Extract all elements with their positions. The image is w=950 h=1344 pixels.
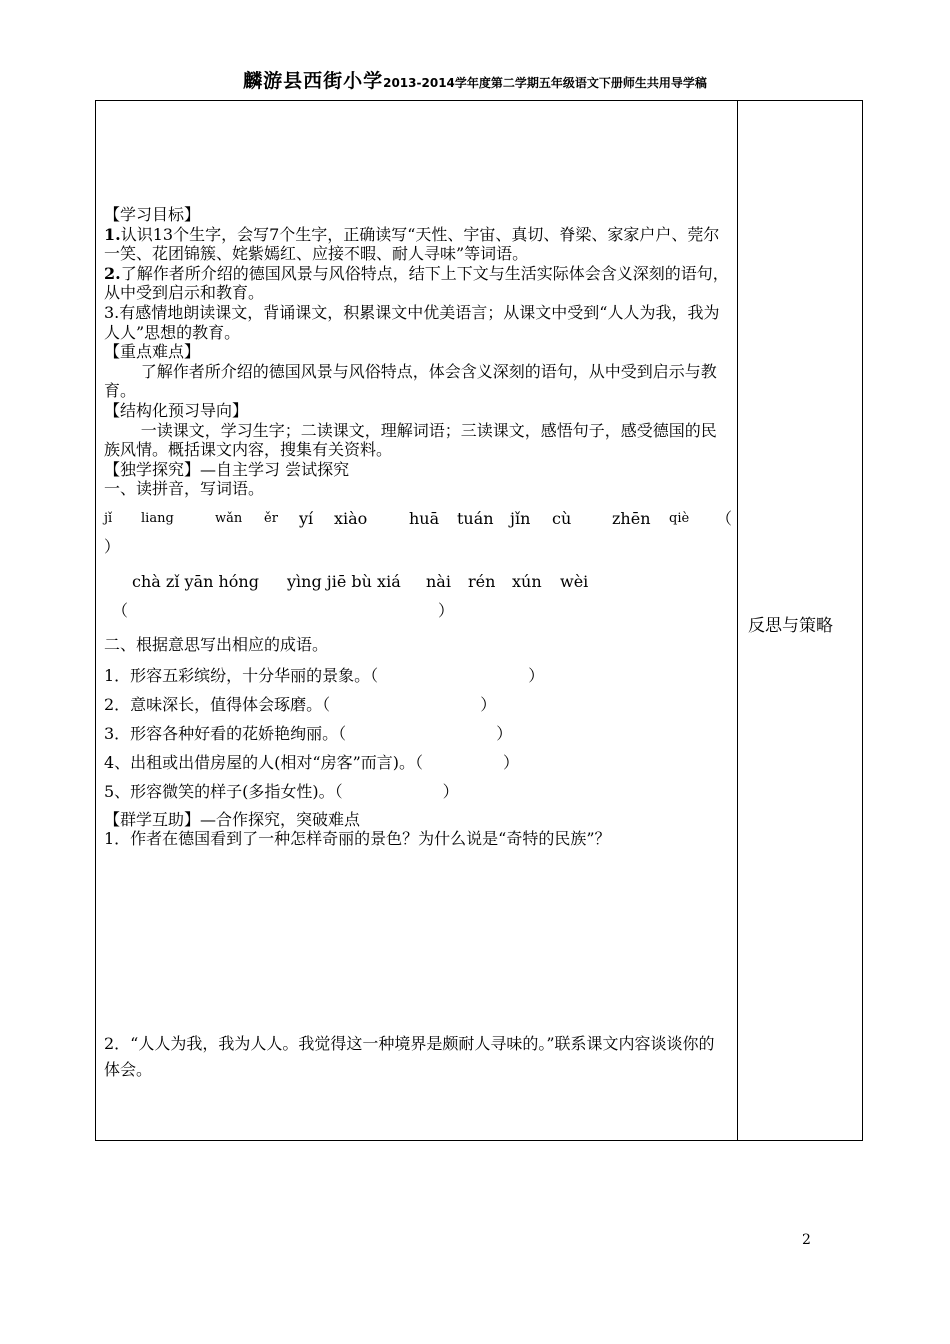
pinyin-syllable: wǎn (215, 510, 243, 526)
key-points-heading: 【重点难点】 (104, 342, 201, 362)
pinyin-word: nài (426, 571, 451, 591)
objective-1-text: 认识13个生字，会写7个生字，正确读写“天性、宇宙、真切、脊梁、家家户户、莞尔一笑、花团锦簇、姹紫嫣红、应接不暇、耐人寻味”等词语。 (104, 224, 720, 264)
answer-close-paren: ） (104, 536, 121, 556)
preview-text: 一读课文，学习生字；二读课文，理解词语；三读课文，感悟句子，感受德国的民族风情。概括课文内容，搜集有关资料。 (104, 420, 717, 460)
pinyin-syllable: cù (552, 508, 572, 528)
objective-2 (104, 264, 730, 303)
discussion-question-2: 2．“人人为我，我为人人。我觉得这一种境界是颇耐人寻味的。”联系课文内容谈谈你的体会。 (104, 1033, 715, 1079)
idiom-question: 4、出租或出借房屋的人(相对“房客”而言)。（ ） (104, 752, 520, 772)
pinyin-row-2 (104, 569, 730, 631)
objective-1-number: 1. (104, 224, 121, 244)
page-header (0, 66, 950, 93)
idiom-question: 1．形容五彩缤纷，十分华丽的景象。（ ） (104, 665, 545, 685)
objective-1 (104, 225, 730, 264)
pinyin-syllable: huā (409, 508, 440, 528)
key-points-text: 了解作者所介绍的德国风景与风俗特点，体会含义深刻的语句，从中受到启示与教育。 (104, 361, 717, 401)
column-divider (737, 101, 738, 1140)
objective-3: 3.有感情地朗读课文，背诵课文，积累课文中优美语言；从课文中受到“人人为我，我为人人”思想的教育。 (104, 302, 720, 342)
header-subtitle: 2013-2014学年度第二学期五年级语文下册师生共用导学稿 (383, 76, 707, 90)
pinyin-syllable: yí (299, 508, 314, 528)
reflection-label: 反思与策略 (748, 616, 833, 636)
pinyin-syllable: zhēn (612, 508, 651, 528)
pinyin-syllable: ěr (264, 510, 278, 526)
answer-open-paren: （ (716, 508, 733, 528)
lesson-content (104, 205, 733, 1083)
lesson-table (95, 100, 863, 1141)
pinyin-row-1 (104, 508, 733, 569)
part2-title: 二、根据意思写出相应的成语。 (104, 634, 329, 654)
self-study-heading: 【独学探究】—自主学习 尝试探究 (104, 459, 350, 479)
pinyin-word: yìng jiē bù xiá (287, 571, 401, 591)
pinyin-word: xún (512, 571, 542, 591)
pinyin-syllable: qiè (669, 510, 690, 526)
idiom-question: 3．形容各种好看的花娇艳绚丽。（ ） (104, 723, 513, 743)
answer-open-paren: （ (112, 600, 129, 620)
pinyin-syllable: tuán (457, 508, 494, 528)
preview-heading: 【结构化预习导向】 (104, 400, 249, 420)
pinyin-syllable: jǐ (104, 510, 113, 526)
objective-2-text: 了解作者所介绍的德国风景与风俗特点，结下上下文与生活实际体会含义深刻的语句，从中受到启示和教育。 (104, 263, 729, 303)
part1-title: 一、读拼音，写词语。 (104, 479, 265, 499)
group-study-heading: 【群学互助】—合作探究，突破难点 (104, 809, 361, 829)
page-number: 2 (802, 1232, 811, 1248)
idiom-question: 2．意味深长，值得体会琢磨。（ ） (104, 694, 497, 714)
pinyin-syllable: jǐn (510, 508, 531, 528)
answer-close-paren: ） (438, 600, 455, 620)
pinyin-syllable: xiào (334, 508, 368, 528)
pinyin-word: rén (468, 571, 496, 591)
school-name: 麟游县西街小学 (243, 70, 384, 92)
pinyin-syllable: liang (141, 510, 174, 526)
pinyin-word: wèi (560, 571, 589, 591)
idiom-questions (104, 661, 730, 806)
objective-2-number: 2. (104, 263, 121, 283)
discussion-question-1: 1．作者在德国看到了一种怎样奇丽的景色？为什么说是“奇特的民族”？ (104, 829, 611, 849)
pinyin-word: chà zǐ yān hóng (132, 571, 259, 591)
idiom-question: 5、形容微笑的样子(多指女性)。（ ） (104, 781, 459, 801)
objectives-heading: 【学习目标】 (104, 205, 201, 224)
